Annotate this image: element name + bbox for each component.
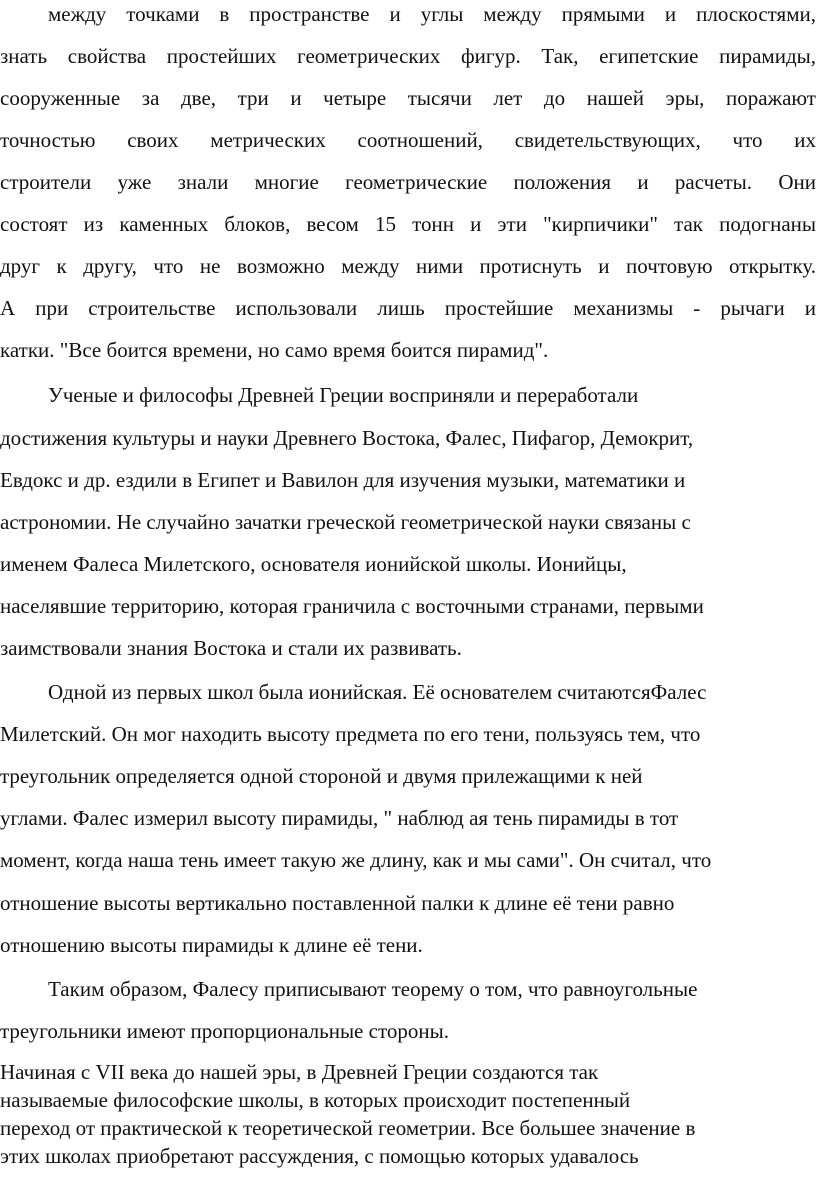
text-line: момент, когда наша тень имеет такую же длину, как и мы сами". Он считал, что [0,848,712,872]
text-line: сооруженные за две, три и четыре тысячи лет до нашей эры, поражают [0,86,816,110]
text-line: треугольники имеют пропорциональные стороны. [0,1019,449,1043]
text-line: углами. Фалес измерил высоту пирамиды, " наблюд ая тень пирамиды в тот [0,806,679,830]
text-line: Евдокс и др. ездили в Египет и Вавилон для изучения музыки, математики и [0,468,686,492]
text-line: состоят из каменных блоков, весом 15 тонн и эти "кирпичики" так подогнаны [0,212,816,236]
text-line: Таким образом, Фалесу приписывают теорему о том, что равноугольные [48,977,698,1001]
text-line: достижения культуры и науки Древнего Востока, Фалес, Пифагор, Демокрит, [0,426,694,450]
text-line: отношению высоты пирамиды к длине её тени. [0,933,423,957]
text-line: Милетский. Он мог находить высоту предмета по его тени, пользуясь тем, что [0,722,701,746]
text-line: Начиная с VII века до нашей эры, в Древней Греции создаются так [0,1060,599,1084]
text-line: между точками в пространстве и углы между прямыми и плоскостями, [48,2,816,26]
text-line: Ученые и философы Древней Греции восприняли и переработали [48,383,639,407]
text-line: катки. "Все боится времени, но само время боится пирамид". [0,338,549,362]
text-line: заимствовали знания Востока и стали их развивать. [0,636,462,660]
text-line: друг к другу, что не возможно между ними протиснуть и почтовую открытку. [0,254,816,278]
text-line: строители уже знали многие геометрические положения и расчеты. Они [0,170,816,194]
text-line: именем Фалеса Милетского, основателя ионийской школы. Ионийцы, [0,552,627,576]
text-line: знать свойства простейших геометрических фигур. Так, египетские пирамиды, [0,44,816,68]
text-line: Одной из первых школ была ионийская. Её основателем считаютсяФалес [48,680,707,704]
text-line: точностью своих метрических соотношений, свидетельствующих, что их [0,128,816,152]
text-line: населявшие территорию, которая граничила с восточными странами, первыми [0,594,704,618]
text-line: отношение высоты вертикально поставленной палки к длине её тени равно [0,891,675,915]
text-line: переход от практической к теоретической геометрии. Все большее значение в [0,1116,696,1140]
text-line: называемые философские школы, в которых происходит постепенный [0,1088,631,1112]
text-line: этих школах приобретают рассуждения, с помощью которых удавалось [0,1144,639,1168]
text-line: А при строительстве использовали лишь простейшие механизмы - рычаги и [0,296,816,320]
text-line: астрономии. Не случайно зачатки греческой геометрической науки связаны с [0,510,691,534]
text-line: треугольник определяется одной стороной и двумя прилежащими к ней [0,764,643,788]
